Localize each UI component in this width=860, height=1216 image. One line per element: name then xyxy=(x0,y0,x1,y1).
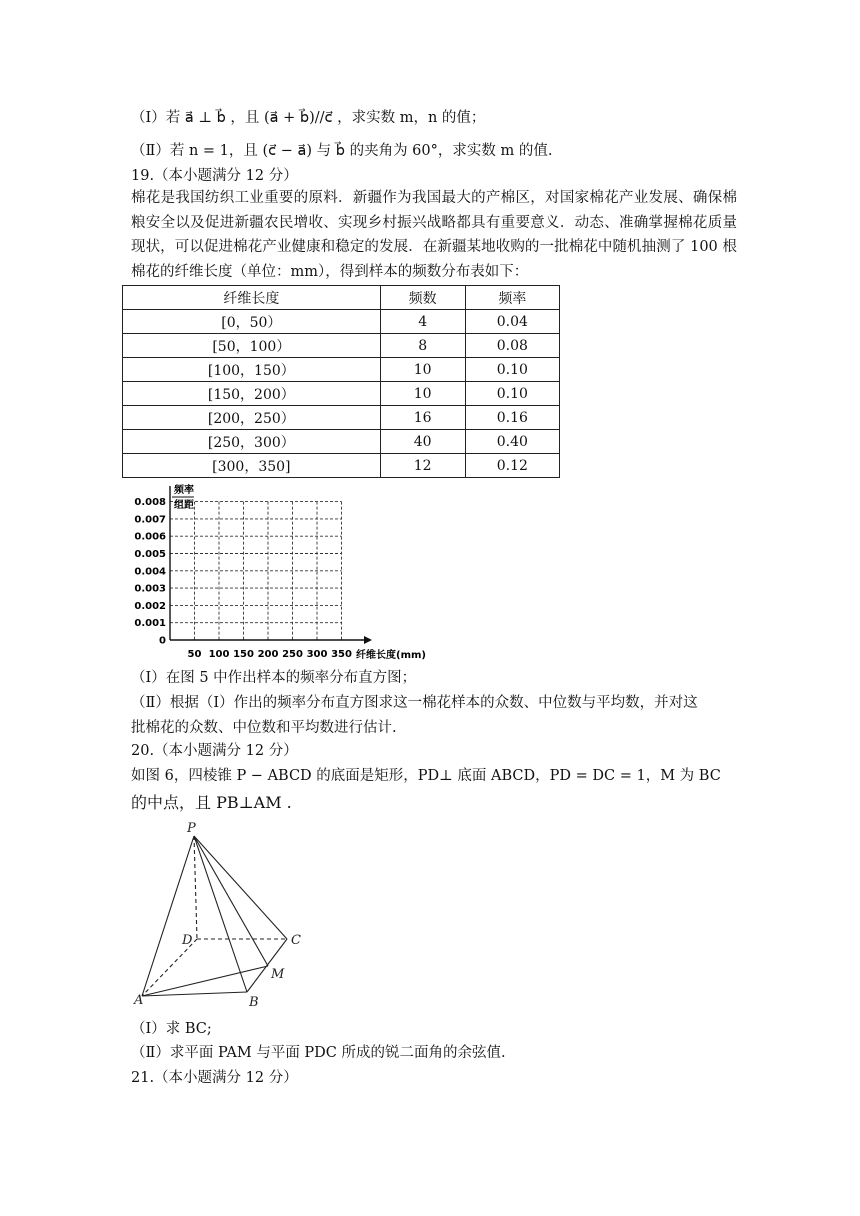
x-tick-label: 250 xyxy=(282,649,303,660)
table-cell: [150，200） xyxy=(123,382,381,406)
vertex-label-C: C xyxy=(291,933,301,948)
table-cell: [200，250） xyxy=(123,406,381,430)
table-row xyxy=(123,382,560,406)
q20-part2: （Ⅱ）求平面 PAM 与平面 PDC 所成的锐二面角的余弦值. xyxy=(131,1045,506,1061)
q18-part1: （Ⅰ）若 a⃗ ⊥ b⃗ ，且 (a⃗ + b⃗)//c⃗ ，求实数 m，n 的值； xyxy=(131,110,486,126)
q20-line2: 的中点，且 PB⊥AM . xyxy=(131,793,292,812)
table-cell: 4 xyxy=(380,310,465,334)
q18-part2: （Ⅱ）若 n = 1，且 (c⃗ − a⃗) 与 b⃗ 的夹角为 60°，求实数 m 的值. xyxy=(131,143,553,159)
edge-PC xyxy=(194,836,287,939)
x-tick-label: 50 xyxy=(187,649,202,660)
table-cell: 8 xyxy=(380,334,465,358)
vertex-label-M: M xyxy=(271,967,285,982)
table-cell: [0，50） xyxy=(123,310,381,334)
table-cell: [100，150） xyxy=(123,358,381,382)
vertex-label-B: B xyxy=(249,995,259,1010)
y-tick-label: 0.007 xyxy=(134,514,166,526)
x-tick-label: 300 xyxy=(306,649,328,660)
table-cell: 12 xyxy=(380,454,465,478)
q19-part1: （Ⅰ）在图 5 中作出样本的频率分布直方图； xyxy=(131,670,417,686)
y-axis-label-bottom: 组距 xyxy=(174,500,194,511)
q20-line1: 如图 6，四棱锥 P − ABCD 的底面是矩形，PD⊥ 底面 ABCD，PD = DC = 1，M 为 BC xyxy=(131,768,721,784)
table-header-cell: 频数 xyxy=(380,286,465,310)
x-tick-label: 150 xyxy=(233,649,254,660)
pyramid-figure xyxy=(132,820,322,1010)
y-tick-label: 0 xyxy=(159,635,166,647)
q20-header: 20.（本小题满分 12 分） xyxy=(131,743,298,759)
table-cell: 10 xyxy=(380,382,465,406)
histogram-grid-figure xyxy=(128,482,428,662)
table-row xyxy=(123,310,560,334)
y-tick-label: 0.005 xyxy=(134,549,166,560)
vertex-label-A: A xyxy=(134,993,144,1008)
y-axis-label-top: 频率 xyxy=(174,485,194,496)
table-header-cell: 纤维长度 xyxy=(123,286,381,310)
table-header-cell: 频率 xyxy=(465,286,559,310)
x-tick-label: 200 xyxy=(257,649,279,660)
x-axis-arrow xyxy=(364,636,372,644)
edge-AM xyxy=(142,966,268,996)
table-cell: 0.16 xyxy=(465,406,559,430)
y-tick-label: 0.008 xyxy=(134,497,166,509)
q20-part1: （Ⅰ）求 BC; xyxy=(131,1021,212,1037)
table-row xyxy=(123,430,560,454)
edge-BC xyxy=(247,939,287,992)
table-cell: 0.10 xyxy=(465,382,559,406)
table-cell: [50，100） xyxy=(123,334,381,358)
table-cell: [250，300） xyxy=(123,430,381,454)
table-cell: 0.40 xyxy=(465,430,559,454)
table-header-row xyxy=(123,286,560,310)
x-tick-label: 350 xyxy=(331,649,352,660)
x-tick-label: 100 xyxy=(208,649,230,660)
y-tick-label: 0.004 xyxy=(134,566,166,578)
y-tick-label: 0.001 xyxy=(134,618,166,630)
table-cell: 40 xyxy=(380,430,465,454)
q19-intro: 棉花是我国纺织工业重要的原料．新疆作为我国最大的产棉区，对国家棉花产业发展、确保棉粮安全以及促进新疆农民增收、实现乡村振兴战略都具有重要意义．动态、准确掌握棉花质量现状，可以促进棉花产业健康和稳定的发展．在新疆某地收购的一批棉花中随机抽测了 100 根棉花的纤维长度（单位：mm），得到样本的频数分布表如下： xyxy=(131,190,737,280)
q19-header: 19.（本小题满分 12 分） xyxy=(131,168,298,184)
frequency-table xyxy=(122,285,560,478)
vertex-label-P: P xyxy=(187,821,196,836)
edge-PA xyxy=(142,836,194,996)
q19-part2-line2: 批棉花的众数、中位数和平均数进行估计. xyxy=(131,720,397,736)
edge-PD-hidden xyxy=(194,836,197,939)
q21-header: 21.（本小题满分 12 分） xyxy=(131,1070,298,1086)
table-cell: 0.04 xyxy=(465,310,559,334)
y-tick-label: 0.002 xyxy=(134,600,166,612)
table-row xyxy=(123,454,560,478)
table-cell: 16 xyxy=(380,406,465,430)
vertex-label-D: D xyxy=(182,933,193,948)
table-cell: [300，350] xyxy=(123,454,381,478)
table-cell: 0.10 xyxy=(465,358,559,382)
table-cell: 0.12 xyxy=(465,454,559,478)
table-cell: 0.08 xyxy=(465,334,559,358)
q19-part2-line1: （Ⅱ）根据（Ⅰ）作出的频率分布直方图求这一棉花样本的众数、中位数与平均数，并对这 xyxy=(131,695,698,711)
table-cell: 10 xyxy=(380,358,465,382)
table-row xyxy=(123,334,560,358)
x-axis-label: 纤维长度(mm) xyxy=(356,650,426,661)
y-tick-label: 0.003 xyxy=(134,583,166,595)
table-row xyxy=(123,406,560,430)
edge-PB xyxy=(194,836,247,992)
y-tick-label: 0.006 xyxy=(134,531,166,543)
table-row xyxy=(123,358,560,382)
